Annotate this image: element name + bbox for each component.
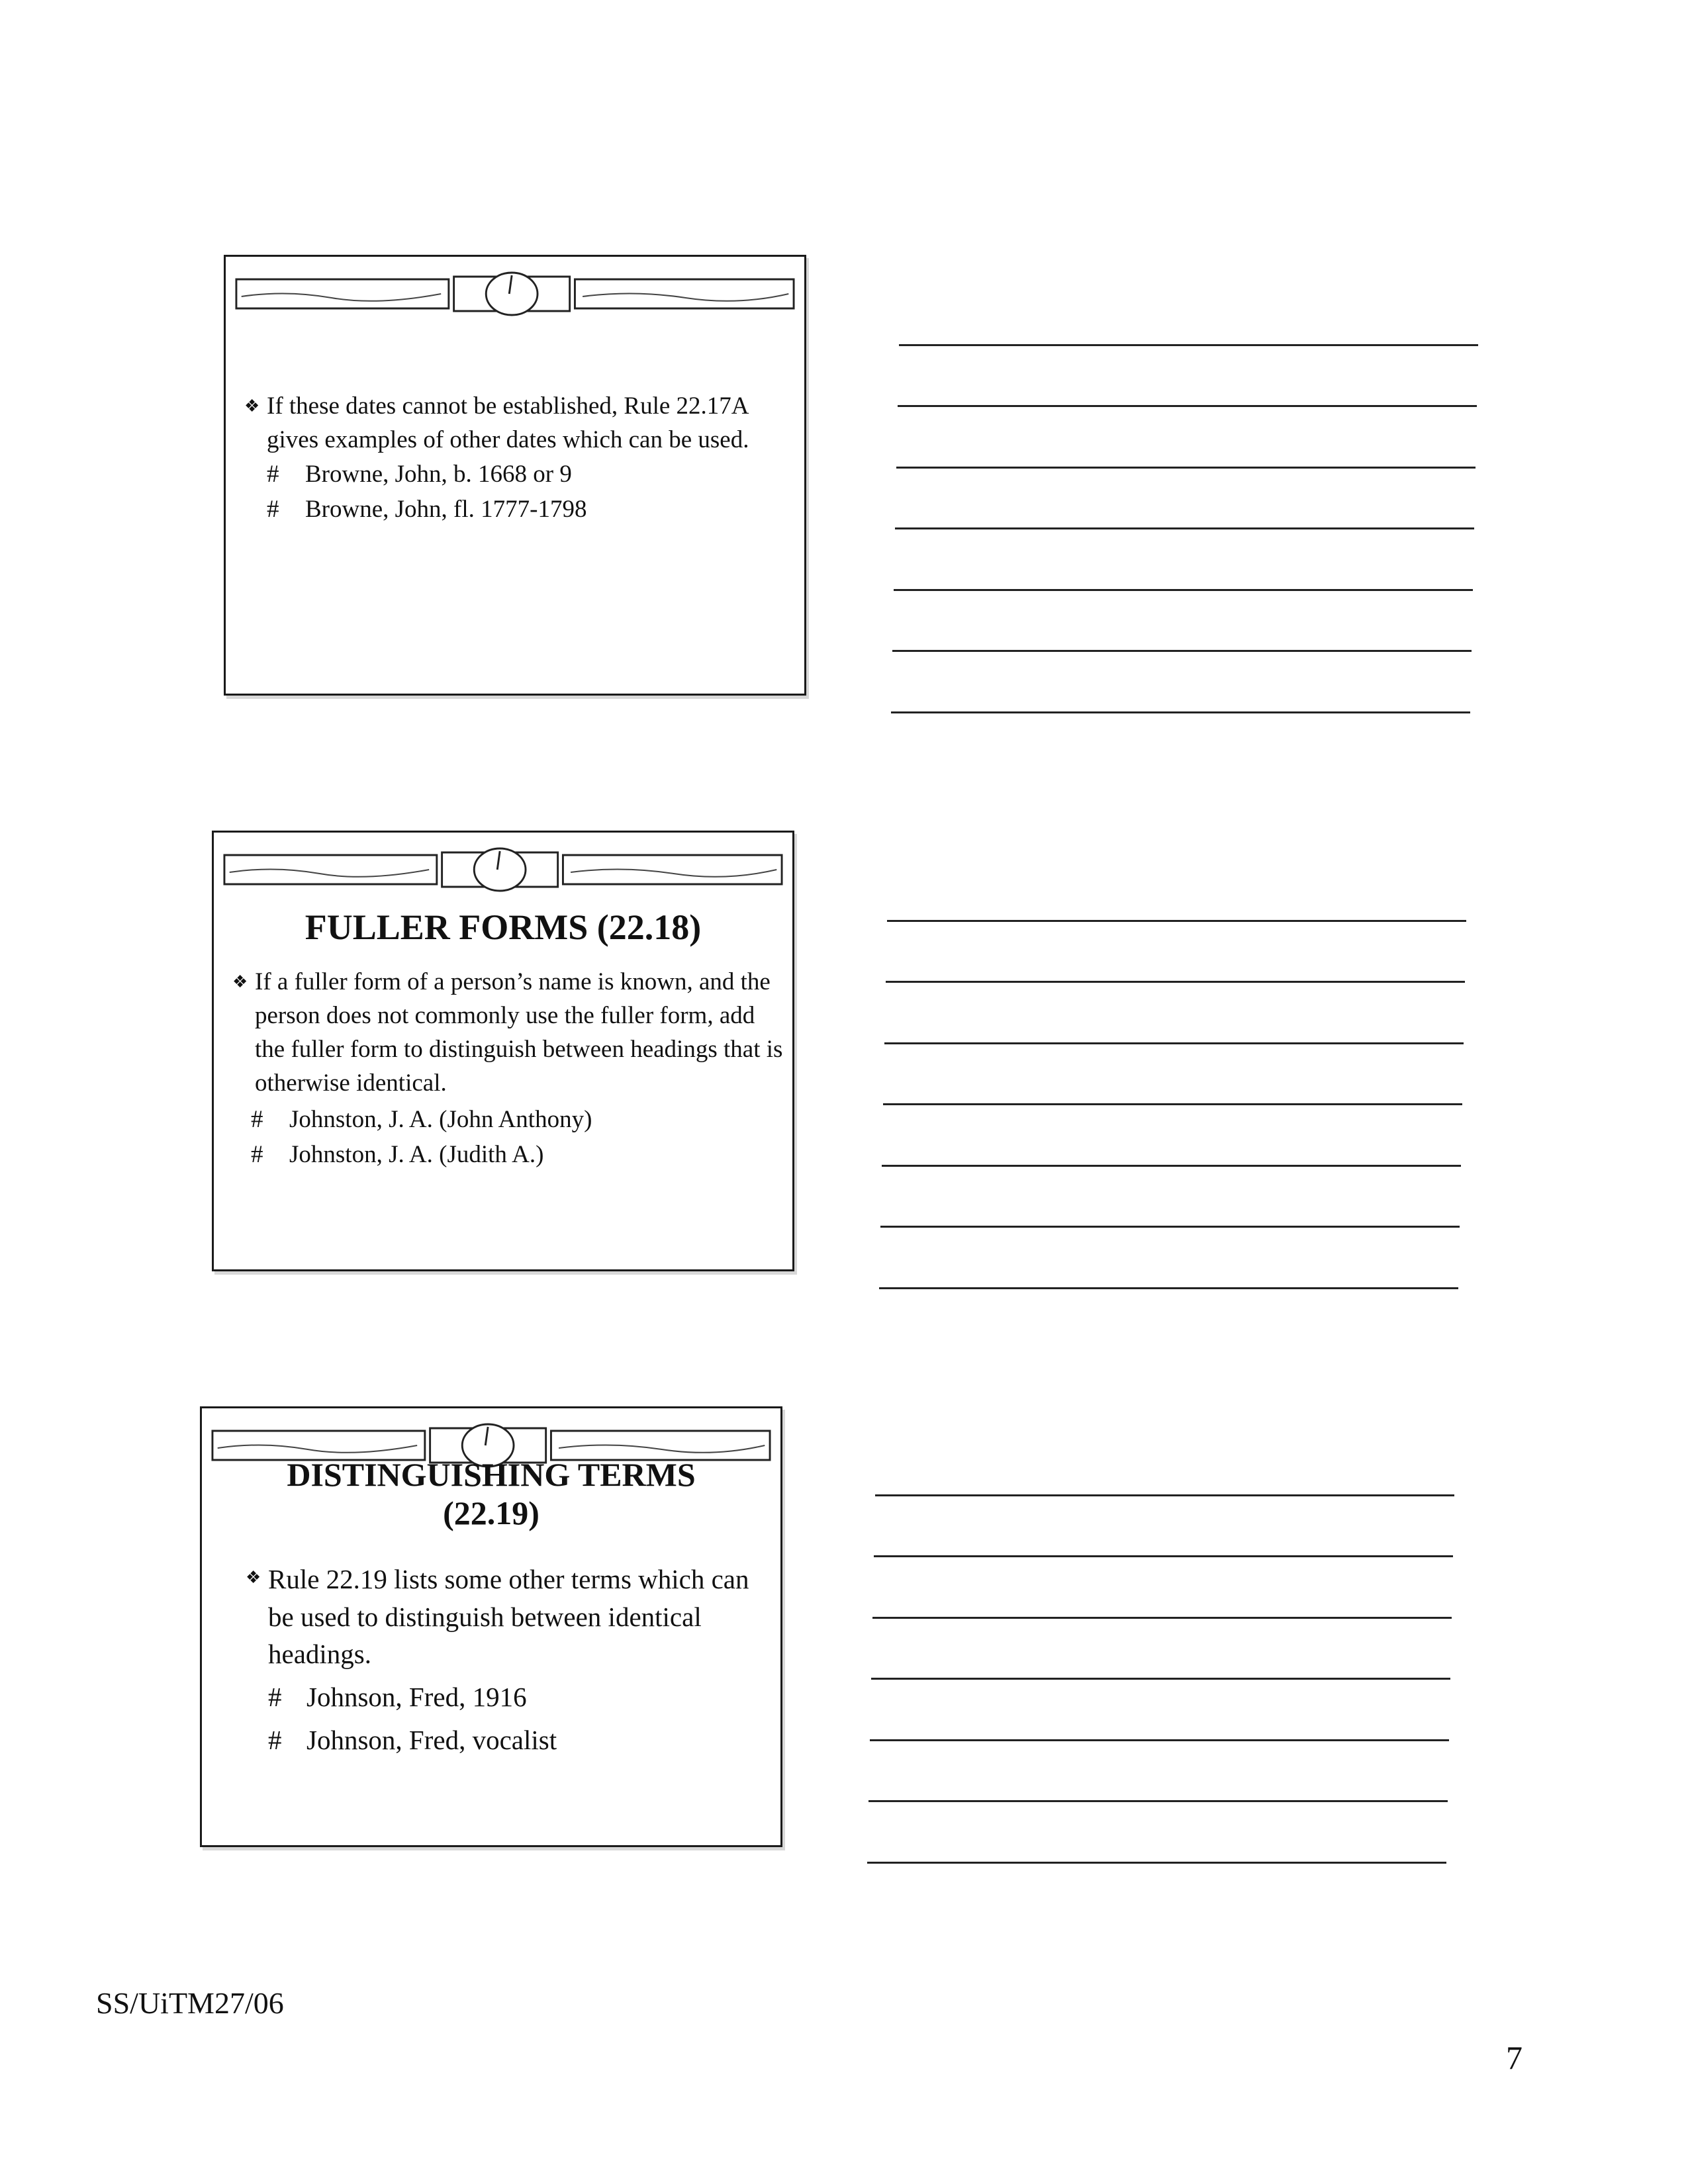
note-line (895, 527, 1474, 529)
slide-banner (235, 270, 795, 323)
slide-bullet: ❖ If these dates cannot be established, Rule 22.17A gives examples of other dates which can be used. (267, 389, 790, 457)
hash-marker: # (267, 461, 279, 488)
bullet-diamond-icon: ❖ (244, 396, 260, 416)
slide-3 (200, 1406, 782, 1847)
note-line (882, 1165, 1461, 1167)
note-line (883, 1103, 1462, 1105)
note-line (896, 467, 1476, 469)
example-item: # Johnston, J. A. (Judith A.) (251, 1139, 543, 1171)
page-number: 7 (1506, 2039, 1523, 2076)
note-line (867, 1862, 1446, 1864)
note-line (868, 1800, 1448, 1802)
note-line (880, 1226, 1460, 1228)
note-line (891, 711, 1470, 713)
note-line (874, 1555, 1453, 1557)
slide-title: DISTINGUISHING TERMS (22.19) (287, 1456, 696, 1531)
hash-marker: # (251, 1141, 263, 1168)
hash-marker: # (251, 1106, 263, 1133)
note-line (875, 1494, 1454, 1496)
slide-title: FULLER FORMS (22.18) (305, 907, 702, 947)
example-item: # Johnston, J. A. (John Anthony) (251, 1104, 592, 1136)
slide-bullet: ❖ If a fuller form of a person’s name is known, and the person does not commonly use the fuller form, add the fuller form to distinguish between headings that is otherwise identical. (255, 965, 784, 1100)
note-line (887, 920, 1466, 922)
note-line (870, 1739, 1449, 1741)
document-code: SS/UiTM27/06 (96, 1986, 284, 2020)
hash-marker: # (268, 1682, 282, 1712)
slide-banner (223, 846, 783, 899)
note-line (871, 1678, 1450, 1680)
example-item: # Browne, John, fl. 1777-1798 (267, 494, 586, 525)
note-line (884, 1042, 1464, 1044)
note-line (892, 650, 1472, 652)
hash-marker: # (267, 496, 279, 523)
bullet-diamond-icon: ❖ (246, 1568, 261, 1587)
example-item: # Browne, John, b. 1668 or 9 (267, 459, 572, 490)
bullet-diamond-icon: ❖ (232, 972, 248, 991)
example-item: # Johnson, Fred, vocalist (268, 1723, 557, 1758)
slide-bullet: ❖ Rule 22.19 lists some other terms which can be used to distinguish between identical headings. (268, 1561, 758, 1673)
hash-marker: # (268, 1725, 282, 1755)
note-line (886, 981, 1465, 983)
note-line (872, 1617, 1452, 1619)
note-line (898, 405, 1477, 407)
example-item: # Johnson, Fred, 1916 (268, 1680, 527, 1715)
note-line (899, 344, 1478, 346)
slide-1 (224, 255, 806, 696)
note-line (894, 589, 1473, 591)
slide-2 (212, 831, 794, 1271)
note-line (879, 1287, 1458, 1289)
